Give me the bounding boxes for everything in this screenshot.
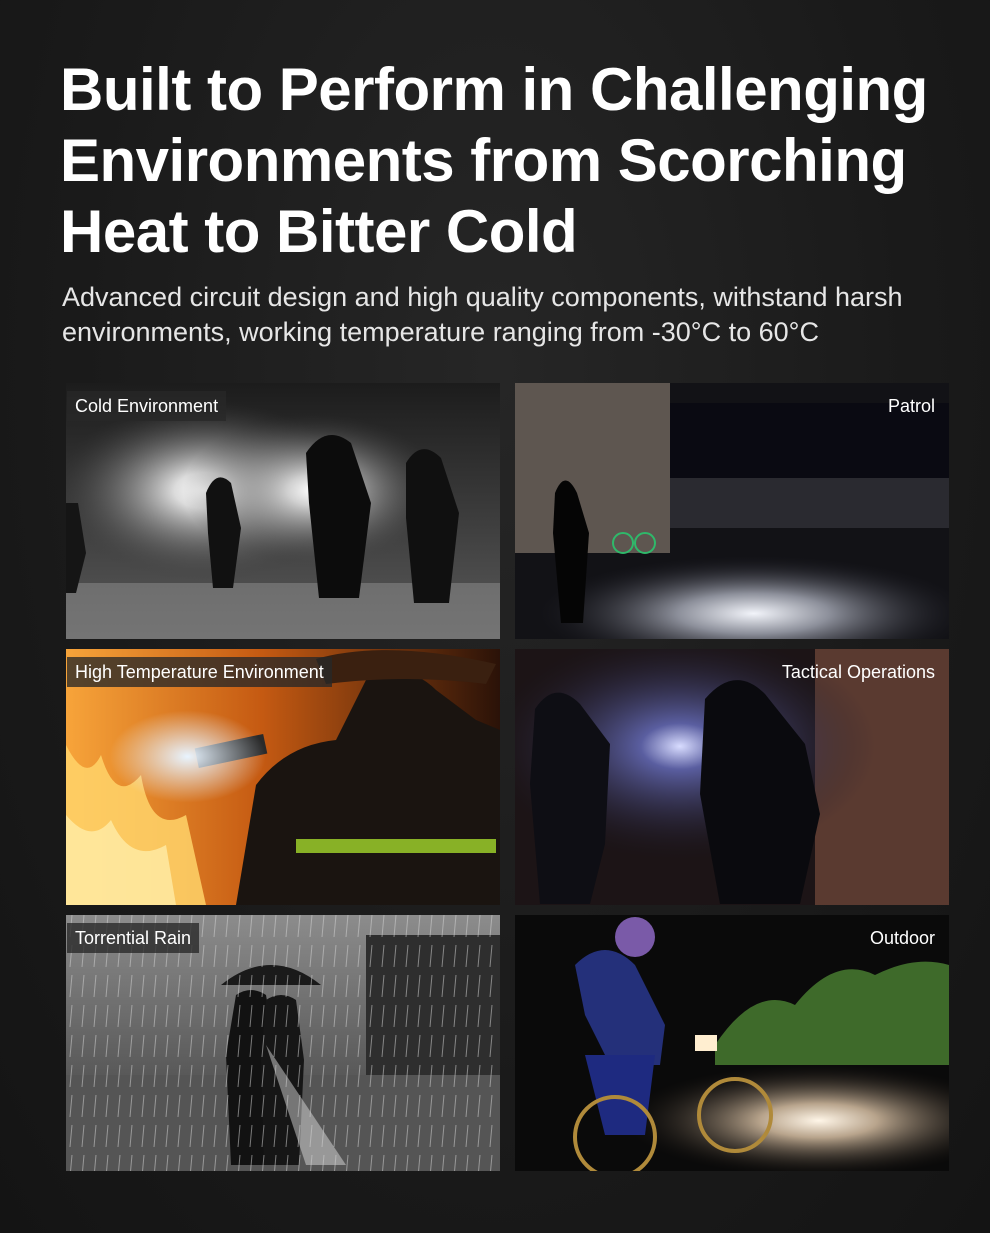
tile-high-temperature-environment [66,649,500,905]
tile-outdoor [515,915,949,1171]
tile-label-cold-environment: Cold Environment [67,391,226,421]
subtext: Advanced circuit design and high quality components, withstand harsh environments, working temperature ranging from -30°C to 60°C [62,282,903,347]
cold-environment-image [66,383,500,639]
tile-label-patrol: Patrol [887,396,935,416]
outdoor-image [515,915,949,1171]
tile-label-tactical-operations: Tactical Operations [781,662,935,682]
tile-label-high-temperature-environment: High Temperature Environment [67,657,332,687]
tile-patrol [515,383,949,639]
tactical-operations-image [515,649,949,905]
tile-label-outdoor: Outdoor [869,928,935,948]
patrol-image [515,383,949,639]
high-temperature-image [66,649,500,905]
tile-tactical-operations [515,649,949,905]
tile-cold-environment [66,383,500,639]
torrential-rain-image [66,915,500,1171]
headline: Built to Perform in Challenging Environments from Scorching Heat to Bitter Cold [60,56,928,265]
tile-label-torrential-rain: Torrential Rain [67,923,199,953]
tile-torrential-rain [66,915,500,1171]
